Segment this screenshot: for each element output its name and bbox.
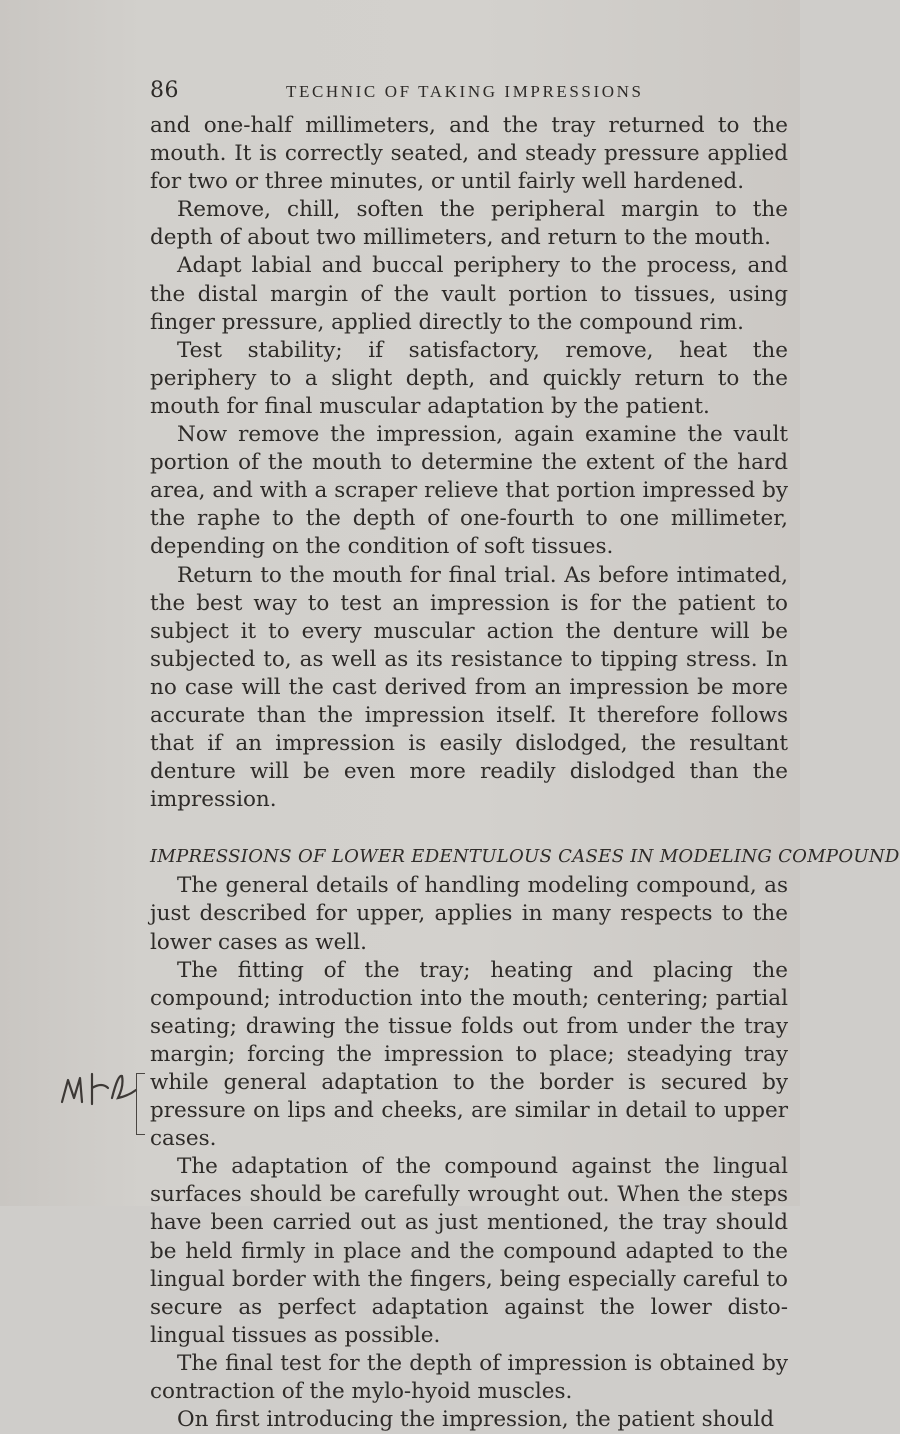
page-number: 86 [150, 78, 179, 103]
paragraph: On first introducing the impression, the patient should [177, 1407, 774, 1433]
handwritten-margin-note [58, 1068, 138, 1108]
section-heading: IMPRESSIONS OF LOWER EDENTULOUS CASES IN MODELING COMPOUND [150, 846, 900, 868]
paragraph: The adaptation of the compound against the lingual surfaces should be carefully wrought out. When the steps have been carried out as just mentioned, the tray should be held firmly in place and the compound adapted to the lingual border with the fingers, being especially careful to secure as perfect adaptation against the lower disto-lingual tissues as possible. [150, 1154, 788, 1348]
page-header [150, 78, 790, 108]
paragraph: Adapt labial and buccal periphery to the process, and the distal margin of the vault portion to tissues, using finger pressure, applied directly to the compound rim. [150, 253, 788, 335]
paragraph: Return to the mouth for final trial. As before intimated, the best way to test an impression is for the patient to subject it to every muscular action the denture will be subjected to, as well as its resistance to tipping stress. In no case will the cast derived from an impression be more accurate than the impression itself. It therefore follows that if an impression is easily dislodged, the resultant denture will be even more readily dislodged than the impression. [150, 562, 788, 813]
running-head: TECHNIC OF TAKING IMPRESSIONS [286, 82, 644, 101]
paragraph: Test stability; if satisfactory, remove, heat the periphery to a slight depth, and quickly return to the mouth for final muscular adaptation by the patient. [150, 337, 788, 419]
paragraph: Remove, chill, soften the peripheral margin to the depth of about two millimeters, and return to the mouth. [150, 197, 788, 251]
paragraph: The fitting of the tray; heating and placing the compound; introduction into the mouth; centering; partial seating; drawing the tissue folds out from under the tray margin; forcing the impression to place; steadying tray while general adaptation to the border is secured by pressure on lips and cheeks, are similar in detail to upper cases. [150, 957, 788, 1152]
paragraph: and one-half millimeters, and the tray returned to the mouth. It is correctly seated, and steady pressure applied for two or three minutes, or until fairly well hardened. [150, 113, 788, 195]
margin-bracket [136, 1073, 145, 1135]
paragraph: Now remove the impression, again examine the vault portion of the mouth to determine the extent of the hard area, and with a scraper relieve that portion impressed by the raphe to the depth of one-fourth to one millimeter, depending on the condition of soft tissues. [150, 422, 788, 560]
body-text [150, 112, 900, 1434]
paragraph: The final test for the depth of impression is obtained by contraction of the mylo-hyoid muscles. [150, 1350, 788, 1405]
paragraph: The general details of handling modeling compound, as just described for upper, applies in many respects to the lower cases as well. [150, 873, 788, 955]
